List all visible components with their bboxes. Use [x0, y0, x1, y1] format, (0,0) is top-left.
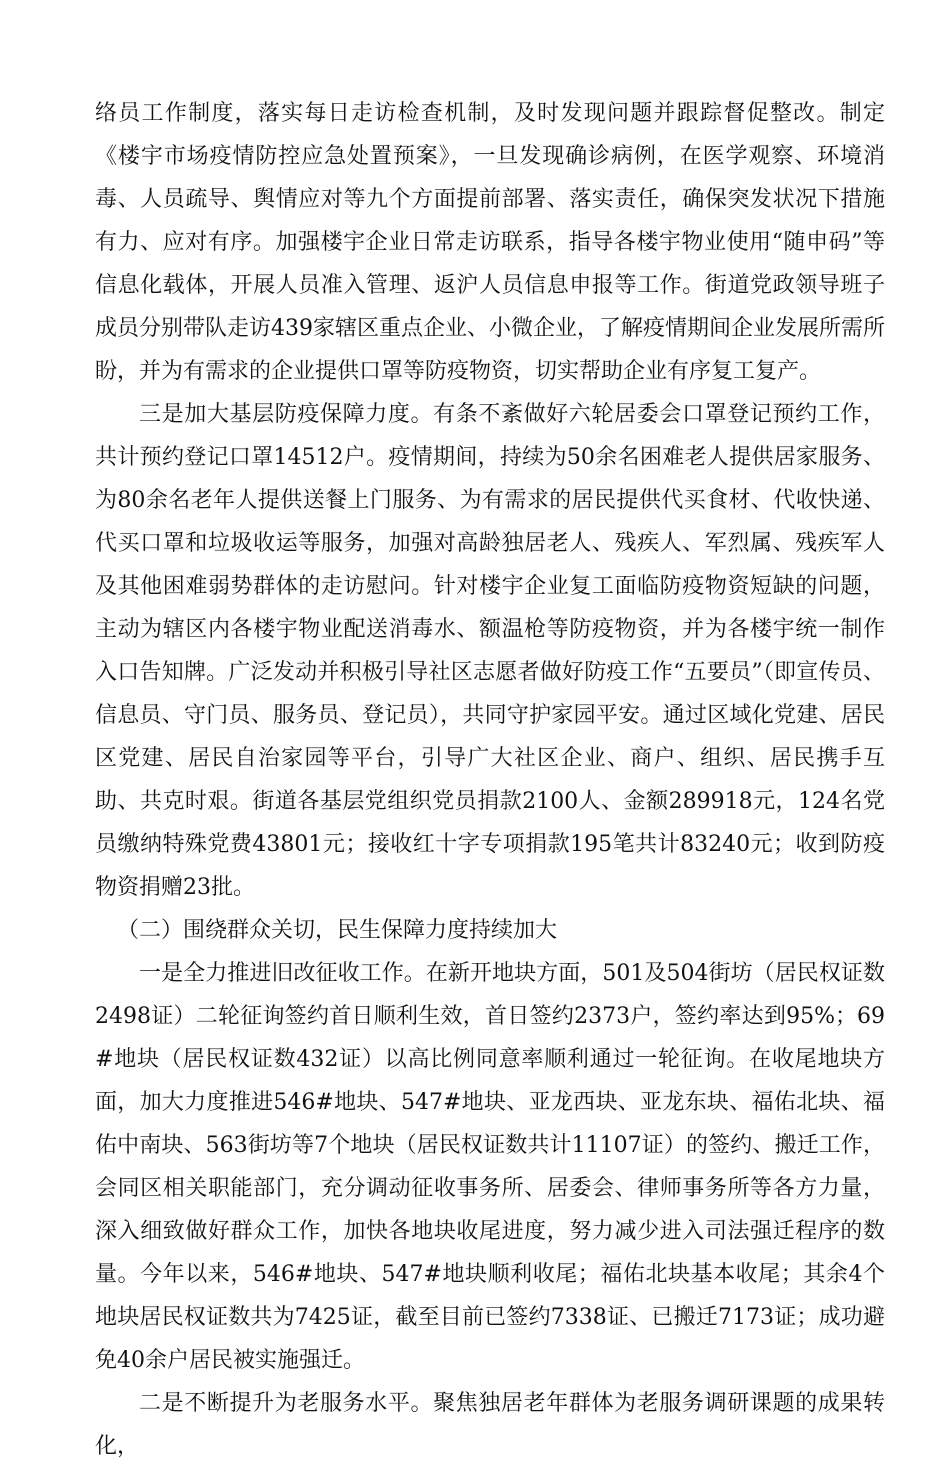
paragraph-renovation: 一是全力推进旧改征收工作。在新开地块方面，501及504街坊（居民权证数2498证）二轮征询签约首日顺利生效，首日签约2373户，签约率达到95%；69#地块（居民权证数432证）以高比例同意率顺利通过一轮征询。在收尾地块方面，加大力度推进546#地块、547#地块、亚龙西块、亚龙东块、福佑北块、福佑中南块、563街坊等7个地块（居民权证数共计11107证）的签约、搬迁工作，会同区相关职能部门，充分调动征收事务所、居委会、律师事务所等各方力量，深入细致做好群众工作，加快各地块收尾进度，努力减少进入司法强迁程序的数量。今年以来，546#地块、547#地块顺利收尾；福佑北块基本收尾；其余4个地块居民权证数共为7425证，截至目前已签约7338证、已搬迁7173证；成功避免40余户居民被实施强迁。: [95, 961, 885, 1373]
section-heading: （二）围绕群众关切，民生保障力度持续加大: [117, 918, 558, 943]
document-body: [95, 92, 885, 1468]
paragraph-continuation: 络员工作制度，落实每日走访检查机制，及时发现问题并跟踪督促整改。制定《楼宇市场疫情防控应急处置预案》，一旦发现确诊病例，在医学观察、环境消毒、人员疏导、舆情应对等九个方面提前部署、落实责任，确保突发状况下措施有力、应对有序。加强楼宇企业日常走访联系，指导各楼宇物业使用“随申码”等信息化载体，开展人员准入管理、返沪人员信息申报等工作。街道党政领导班子成员分别带队走访439家辖区重点企业、小微企业，了解疫情期间企业发展所需所盼，并为有需求的企业提供口罩等防疫物资，切实帮助企业有序复工复产。: [95, 101, 885, 384]
paragraph-epidemic-support: 三是加大基层防疫保障力度。有条不紊做好六轮居委会口罩登记预约工作，共计预约登记口罩14512户。疫情期间，持续为50余名困难老人提供居家服务、为80余名老年人提供送餐上门服务、为有需求的居民提供代买食材、代收快递、代买口罩和垃圾收运等服务，加强对高龄独居老人、残疾人、军烈属、残疾军人及其他困难弱势群体的走访慰问。针对楼宇企业复工面临防疫物资短缺的问题，主动为辖区内各楼宇物业配送消毒水、额温枪等防疫物资，并为各楼宇统一制作入口告知牌。广泛发动并积极引导社区志愿者做好防疫工作“五要员”（即宣传员、信息员、守门员、服务员、登记员），共同守护家园平安。通过区域化党建、居民区党建、居民自治家园等平台，引导广大社区企业、商户、组织、居民携手互助、共克时艰。街道各基层党组织党员捐款2100人、金额289918元，124名党员缴纳特殊党费43801元；接收红十字专项捐款195笔共计83240元；收到防疫物资捐赠23批。: [95, 402, 885, 900]
paragraph-elderly-service: 二是不断提升为老服务水平。聚焦独居老年群体为老服务调研课题的成果转化，: [95, 1391, 885, 1459]
